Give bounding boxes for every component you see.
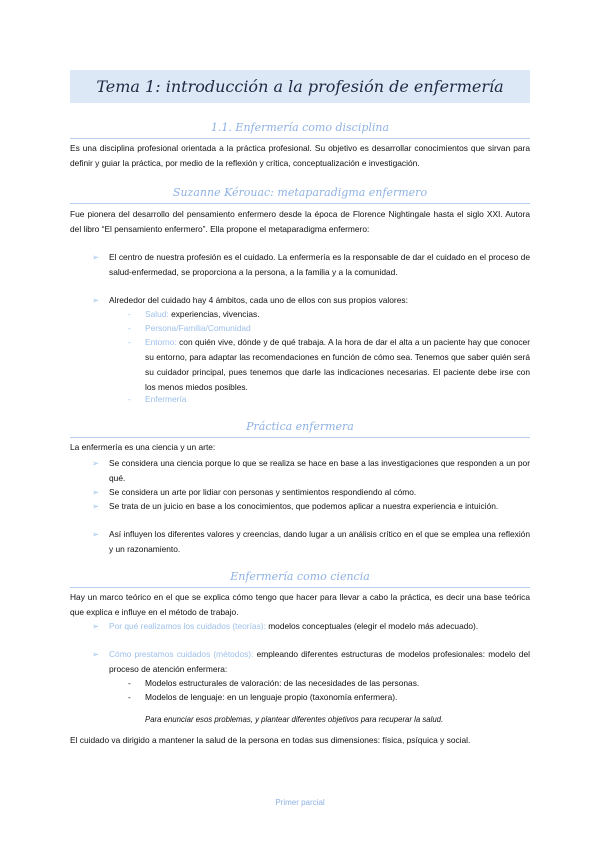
bullet-arte: Se considera un arte por lidiar con personas y sentimientos respondiendo al cómo. [109, 487, 417, 497]
sub-bullet: - [128, 309, 131, 319]
item-enfermeria: Enfermería [145, 394, 187, 404]
page-title: Tema 1: introducción a la profesión de enfermería [96, 77, 504, 96]
divider [70, 138, 530, 139]
arrow-bullet-icon: ➢ [92, 501, 100, 511]
teorias-text: modelos conceptuales (elegir el modelo más adecuado). [265, 621, 479, 631]
bullet-teorias [109, 619, 530, 634]
arrow-bullet-icon: ➢ [92, 649, 100, 659]
page-footer: Primer parcial [275, 798, 325, 807]
sub-bullet: - [128, 337, 131, 347]
arrow-bullet-icon: ➢ [92, 252, 100, 262]
salud-label: Salud: [145, 309, 169, 319]
divider [70, 437, 530, 438]
item-salud [145, 307, 530, 322]
note-problemas: Para enunciar esos problemas, y plantear diferentes objetivos para recuperar la salud. [145, 714, 444, 724]
item-lenguaje: Modelos de lenguaje: en un lenguaje propio (taxonomía enfermera). [145, 692, 398, 702]
dash-bullet: - [128, 678, 131, 688]
dash-bullet: - [128, 692, 131, 702]
section-heading-kerouac: Suzanne Kérouac: metaparadigma enfermero [172, 186, 428, 199]
section-heading-ciencia: Enfermería como ciencia [230, 570, 370, 583]
closing-paragraph: El cuidado va dirigido a mantener la salud de la persona en todas sus dimensiones: física, psíquica y social. [70, 735, 471, 745]
sub-bullet: - [128, 323, 131, 333]
bullet-cuidado: El centro de nuestra profesión es el cuidado. La enfermería es la responsable de dar el cuidado en el proceso de salud-enfermedad, se proporciona a la persona, a la familia y a la comunidad. [109, 252, 530, 277]
section-heading-disciplina: 1.1. Enfermería como disciplina [210, 121, 390, 134]
intro-practica: La enfermería es una ciencia y un arte: [70, 442, 216, 452]
sub-bullet: - [128, 394, 131, 404]
arrow-bullet-icon: ➢ [92, 529, 100, 539]
item-entorno [145, 335, 530, 395]
bullet-metodos [109, 647, 530, 677]
arrow-bullet-icon: ➢ [92, 458, 100, 468]
divider [70, 203, 530, 204]
bullet-valores: Así influyen los diferentes valores y creencias, dando lugar a un análisis crítico en el que se emplea una reflexión y un razonamiento. [109, 529, 530, 554]
metodos-text: empleando diferentes estructuras de modelos profesionales: modelo del proceso de atención enfermera: [109, 649, 530, 674]
entorno-text: con quién vive, dónde y de qué trabaja. A la hora de dar el alta a un paciente hay que conocer su entorno, para adaptar las recomendaciones en función de cómo sea. Tenemos que saber quién será su cuidador principal, pues tenemos que darle las indicaciones necesarias. El paciente debe irse con los menos miedos posibles. [145, 337, 530, 392]
bullet-ambitos: Alrededor del cuidado hay 4 ámbitos, cada uno de ellos con sus propios valores: [109, 295, 408, 305]
metodos-label: Cómo prestamos cuidados (métodos): [109, 649, 254, 659]
entorno-label: Entorno: [145, 337, 177, 347]
bullet-juicio: Se trata de un juicio en base a los conocimientos, que podemos aplicar a nuestra experiencia e intuición. [109, 501, 499, 511]
arrow-bullet-icon: ➢ [92, 295, 100, 305]
item-persona: Persona/Familia/Comunidad [145, 323, 251, 333]
divider [70, 587, 530, 588]
teorias-label: Por qué realizamos los cuidados (teorías): [109, 621, 266, 631]
paragraph-kerouac: Fue pionera del desarrollo del pensamiento enfermero desde la época de Florence Nightingale hasta el siglo XXI. Autora del libro “El pensamiento enfermero”. Ella propone el metaparadigma enfermero: [70, 209, 530, 234]
arrow-bullet-icon: ➢ [92, 487, 100, 497]
paragraph-disciplina: Es una disciplina profesional orientada a la práctica profesional. Su objetivo es desarrollar conocimientos que sirvan para definir y guiar la práctica, por medio de la reflexión y crítica, conceptualización e investigación. [70, 143, 530, 168]
title-banner [70, 70, 530, 103]
bullet-ciencia: Se considera una ciencia porque lo que se realiza se hace en base a las investigaciones que responden a un por qué. [109, 458, 530, 483]
item-valoracion: Modelos estructurales de valoración: de las necesidades de las personas. [145, 678, 420, 688]
section-heading-practica: Práctica enfermera [246, 420, 354, 433]
salud-text: experiencias, vivencias. [168, 309, 260, 319]
arrow-bullet-icon: ➢ [92, 621, 100, 631]
paragraph-marco: Hay un marco teórico en el que se explica cómo tengo que hacer para llevar a cabo la práctica, es decir una base teórica que explica e influye en el método de trabajo. [70, 592, 530, 617]
